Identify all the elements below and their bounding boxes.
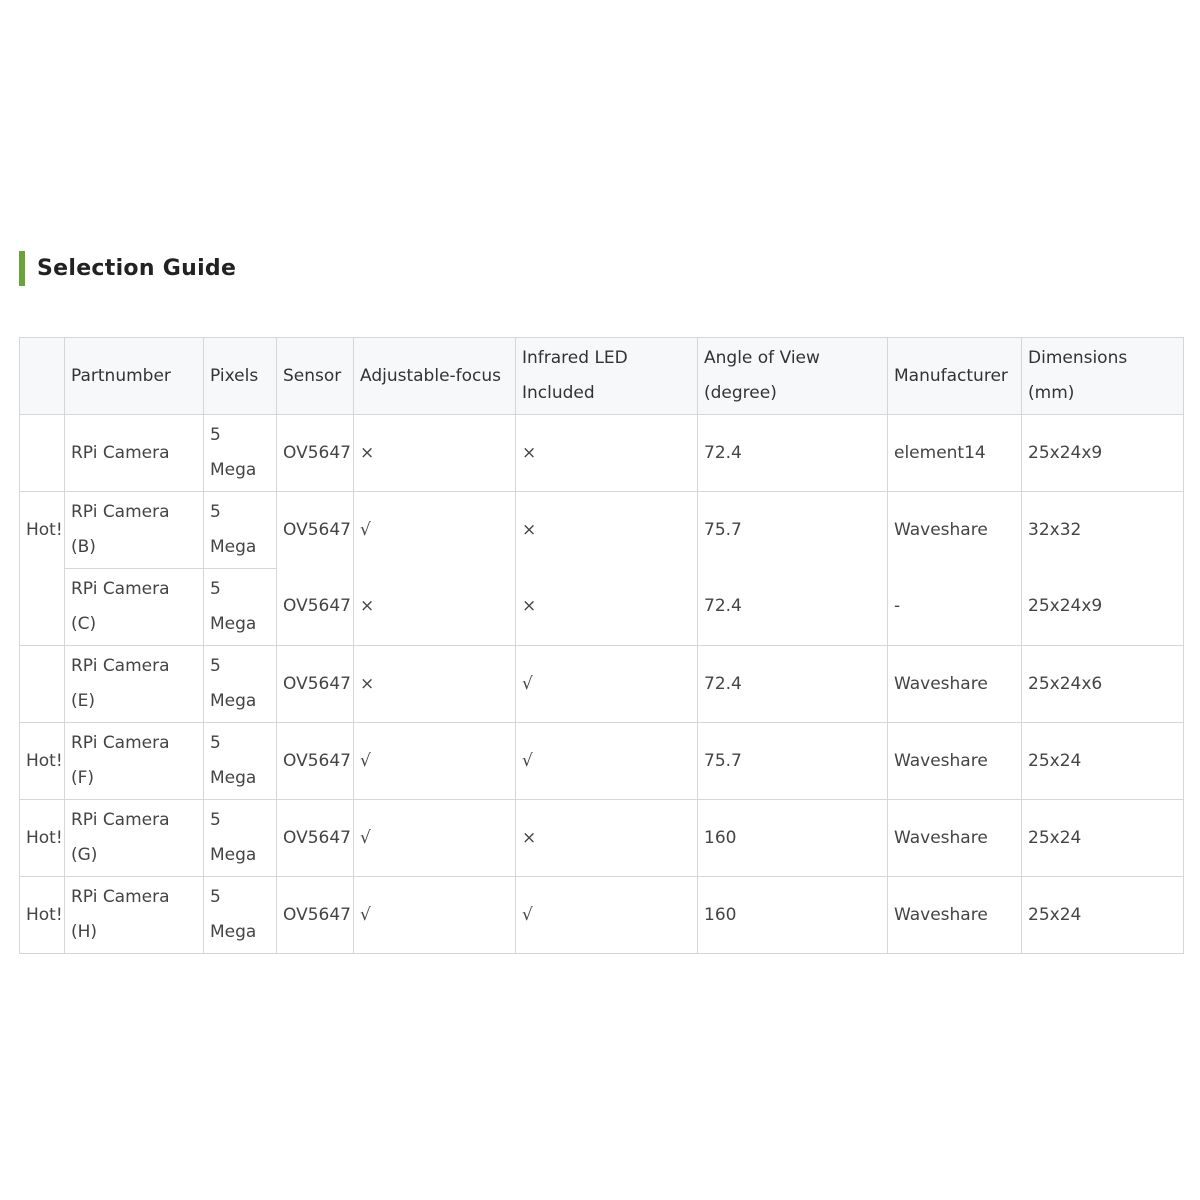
table-row [20, 569, 1184, 646]
adjustable-focus-cell: √ [354, 877, 516, 954]
manufacturer-cell: Waveshare [888, 723, 1022, 800]
table-row [20, 723, 1184, 800]
sensor-cell: OV5647 [277, 569, 354, 646]
dimensions-cell: 25x24x9 [1022, 415, 1184, 492]
infrared-led-cell: √ [516, 646, 698, 723]
sensor-cell: OV5647 [277, 800, 354, 877]
dimensions-cell: 25x24x9 [1022, 569, 1184, 646]
adjustable-focus-cell: × [354, 646, 516, 723]
pixels-cell: 5 Mega [204, 723, 277, 800]
angle-of-view-cell: 72.4 [698, 415, 888, 492]
table-header-row [20, 338, 1184, 415]
table-row [20, 415, 1184, 492]
infrared-led-cell: × [516, 415, 698, 492]
hot-badge: Hot! [20, 492, 65, 569]
angle-of-view-cell: 160 [698, 800, 888, 877]
pixels-cell: 5 Mega [204, 569, 277, 646]
dimensions-cell: 25x24 [1022, 723, 1184, 800]
sensor-cell: OV5647 [277, 723, 354, 800]
angle-of-view-cell: 75.7 [698, 492, 888, 569]
dimensions-cell: 25x24 [1022, 800, 1184, 877]
pixels-cell: 5 Mega [204, 492, 277, 569]
column-header-angle-of-view: Angle of View (degree) [698, 338, 888, 415]
table-row [20, 646, 1184, 723]
column-header-adjustable-focus: Adjustable-focus [354, 338, 516, 415]
manufacturer-cell: Waveshare [888, 646, 1022, 723]
manufacturer-cell: element14 [888, 415, 1022, 492]
table-row [20, 492, 1184, 569]
part-number-cell: RPi Camera (G) [65, 800, 204, 877]
table-row [20, 800, 1184, 877]
infrared-led-cell: √ [516, 723, 698, 800]
infrared-led-cell: × [516, 569, 698, 646]
hot-badge [20, 569, 65, 646]
dimensions-cell: 25x24 [1022, 877, 1184, 954]
pixels-cell: 5 Mega [204, 877, 277, 954]
column-header-partnumber: Partnumber [65, 338, 204, 415]
part-number-cell: RPi Camera (E) [65, 646, 204, 723]
part-number-cell: RPi Camera (B) [65, 492, 204, 569]
part-number-cell: RPi Camera (C) [65, 569, 204, 646]
angle-of-view-cell: 72.4 [698, 569, 888, 646]
hot-badge [20, 646, 65, 723]
adjustable-focus-cell: √ [354, 723, 516, 800]
table-row [20, 877, 1184, 954]
part-number-cell: RPi Camera (H) [65, 877, 204, 954]
manufacturer-cell: - [888, 569, 1022, 646]
pixels-cell: 5 Mega [204, 800, 277, 877]
angle-of-view-cell: 160 [698, 877, 888, 954]
column-header [20, 338, 65, 415]
adjustable-focus-cell: √ [354, 800, 516, 877]
pixels-cell: 5 Mega [204, 646, 277, 723]
column-header-pixels: Pixels [204, 338, 277, 415]
manufacturer-cell: Waveshare [888, 877, 1022, 954]
hot-badge: Hot! [20, 877, 65, 954]
dimensions-cell: 25x24x6 [1022, 646, 1184, 723]
column-header-dimensions: Dimensions (mm) [1022, 338, 1184, 415]
heading-accent-bar [19, 251, 25, 286]
pixels-cell: 5 Mega [204, 415, 277, 492]
infrared-led-cell: √ [516, 877, 698, 954]
adjustable-focus-cell: × [354, 569, 516, 646]
hot-badge [20, 415, 65, 492]
infrared-led-cell: × [516, 492, 698, 569]
column-header-sensor: Sensor [277, 338, 354, 415]
sensor-cell: OV5647 [277, 877, 354, 954]
adjustable-focus-cell: √ [354, 492, 516, 569]
hot-badge: Hot! [20, 800, 65, 877]
sensor-cell: OV5647 [277, 646, 354, 723]
column-header-infrared-led: Infrared LED Included [516, 338, 698, 415]
hot-badge: Hot! [20, 723, 65, 800]
angle-of-view-cell: 72.4 [698, 646, 888, 723]
angle-of-view-cell: 75.7 [698, 723, 888, 800]
sensor-cell: OV5647 [277, 492, 354, 569]
column-header-manufacturer: Manufacturer [888, 338, 1022, 415]
manufacturer-cell: Waveshare [888, 492, 1022, 569]
adjustable-focus-cell: × [354, 415, 516, 492]
sensor-cell: OV5647 [277, 415, 354, 492]
infrared-led-cell: × [516, 800, 698, 877]
selection-guide-table [19, 337, 1184, 954]
part-number-cell: RPi Camera [65, 415, 204, 492]
part-number-cell: RPi Camera (F) [65, 723, 204, 800]
manufacturer-cell: Waveshare [888, 800, 1022, 877]
dimensions-cell: 32x32 [1022, 492, 1184, 569]
section-heading: Selection Guide [37, 256, 237, 281]
